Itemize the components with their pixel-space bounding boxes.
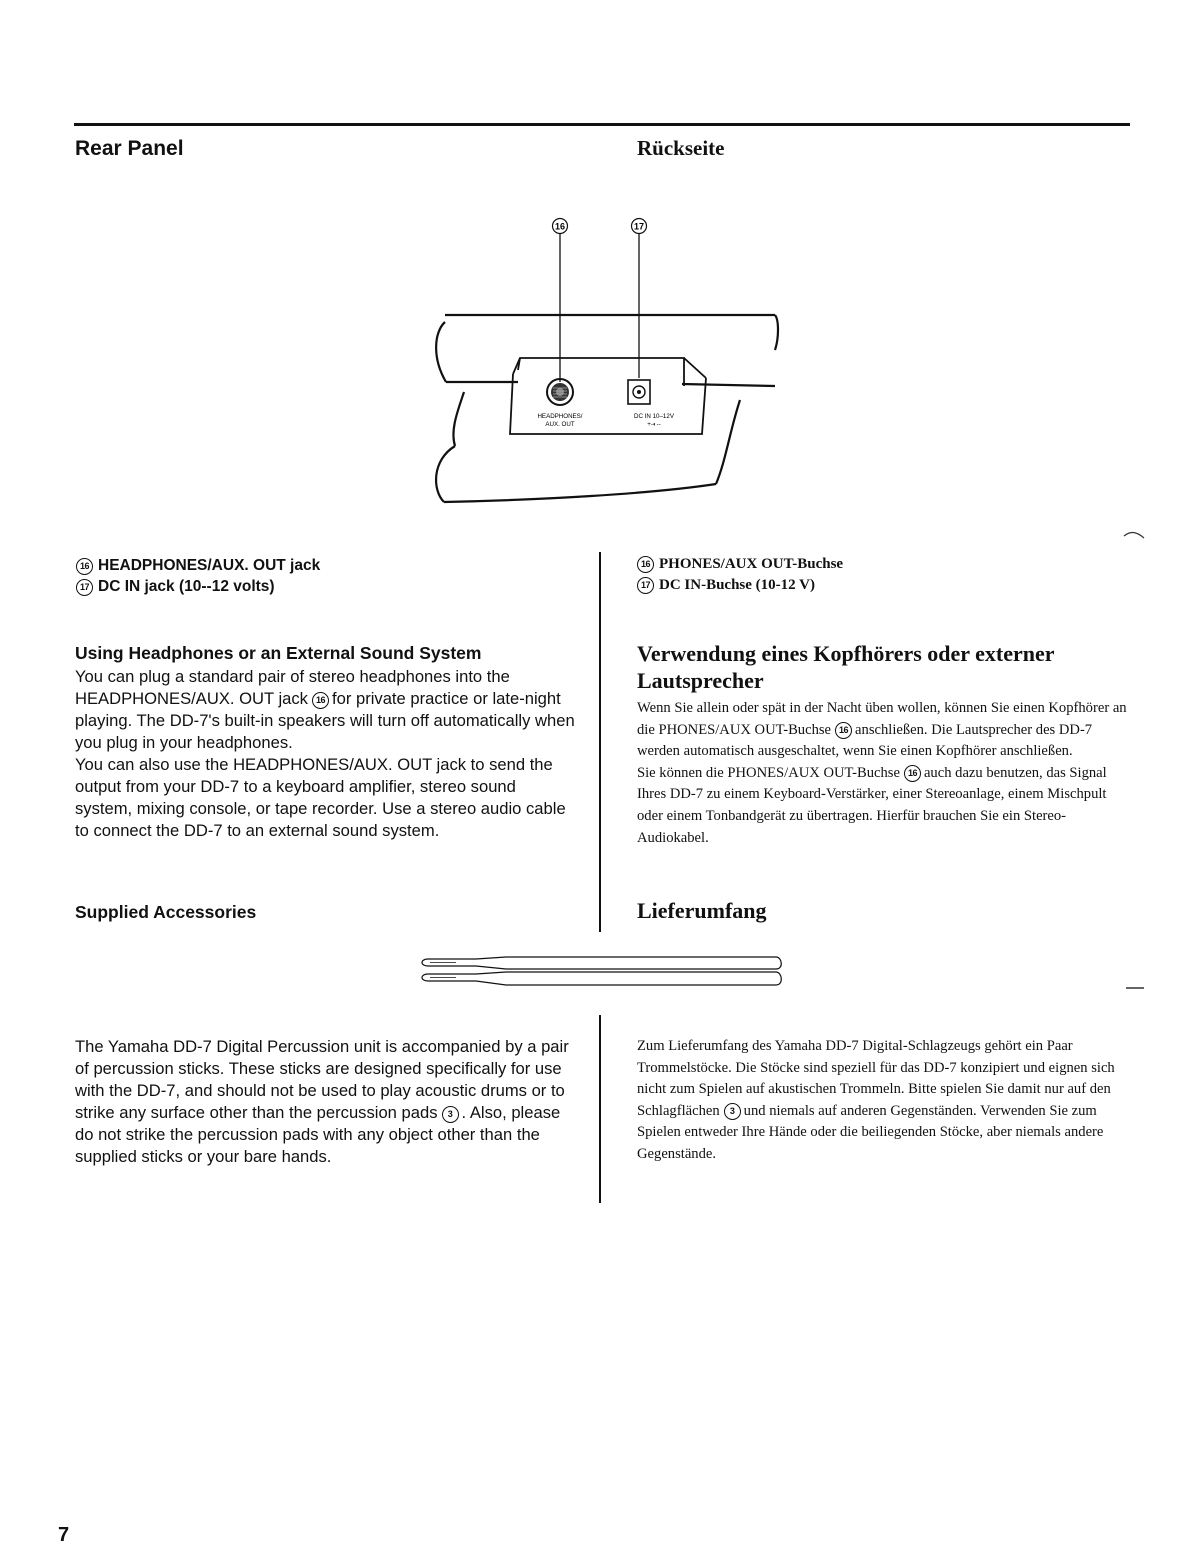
callout-number: 16 bbox=[76, 558, 93, 575]
accessories-paragraph-de: Zum Lieferumfang des Yamaha DD-7 Digital-Schlagzeugs gehört ein Paar Trommelstöcke. Die Stöcke sind speziell für das DD-7 konzipiert und eignen sich nicht zum Spielen auf akustischen Trommeln. Bitte spielen Sie damit nur auf den Schlagflächen 3 und niemals auf anderen Gegenständen. Verwenden Sie zum Spielen entweder Ihre Hände oder die beiliegenden Stöcke, aber niemals andere Gegenstände. bbox=[637, 1038, 1115, 1162]
keyboard-body-outline bbox=[436, 315, 778, 502]
callout-number: 16 bbox=[637, 556, 654, 573]
paragraph: You can plug a standard pair of stereo headphones into the HEADPHONES/AUX. OUT jack 16 for private practice or late-night playing. The DD-7's built-in speakers will turn off automatically when you plug in your headphones. bbox=[75, 667, 575, 752]
svg-text:16: 16 bbox=[554, 221, 566, 232]
callout-17 bbox=[632, 219, 647, 234]
list-item: 17 DC IN-Buchse (10-12 V) bbox=[637, 575, 843, 596]
page-title-de: Rückseite bbox=[637, 136, 725, 160]
accessories-paragraph-en: The Yamaha DD-7 Digital Percussion unit is accompanied by a pair of percussion sticks. These sticks are designed specifically for use with the DD-7, and should not be used to play acoustic drums or to strike any surface other than the percussion pads 3 . Also, please do not strike the percussion pads with any object other than the supplied sticks or your bare hands. bbox=[75, 1037, 569, 1166]
margin-mark-top bbox=[1122, 528, 1148, 542]
label-dc-in: DC IN 10–12V bbox=[634, 413, 674, 420]
callout-number: 3 bbox=[442, 1106, 459, 1123]
section-heading: Using Headphones or an External Sound System bbox=[75, 643, 482, 663]
label-polarity: +-◐-- bbox=[647, 421, 661, 428]
parts-list-en bbox=[76, 555, 320, 597]
accessories-heading-en: Supplied Accessories bbox=[75, 902, 257, 922]
accessories-heading-de: Lieferumfang bbox=[637, 898, 767, 923]
headphones-section-en bbox=[75, 643, 575, 842]
margin-mark-bottom bbox=[1124, 982, 1148, 992]
paragraph: Wenn Sie allein oder spät in der Nacht üben wollen, können Sie einen Kopfhörer an die PHONES/AUX OUT-Buchse 16 anschließen. Die Lautsprecher des DD-7 werden automatisch ausgeschaltet, wenn Sie einen Kopfhörer anschließen. bbox=[637, 700, 1127, 760]
drumstick-upper bbox=[422, 957, 781, 969]
callout-number: 16 bbox=[312, 692, 329, 709]
paragraph: Sie können die PHONES/AUX OUT-Buchse 16 auch dazu benutzen, das Signal Ihres DD-7 zu einem Keyboard-Verstärker, einer Stereoanlage, einem Mischpult oder einem Tonbandgerät zu übertragen. Hierfür brauchen Sie ein Stereo-Audiokabel. bbox=[637, 764, 1107, 846]
list-item: 16 HEADPHONES/AUX. OUT jack bbox=[76, 555, 320, 576]
parts-list-de bbox=[637, 554, 843, 596]
section-heading: Verwendung eines Kopfhörers oder externer Lautsprecher bbox=[637, 641, 1055, 693]
column-divider-upper bbox=[599, 552, 601, 932]
top-rule bbox=[74, 123, 1130, 126]
list-item: 17 DC IN jack (10--12 volts) bbox=[76, 576, 320, 597]
headphones-aux-out-jack bbox=[547, 379, 573, 405]
list-item: 16 PHONES/AUX OUT-Buchse bbox=[637, 554, 843, 575]
jack-panel bbox=[510, 358, 706, 434]
paragraph: You can also use the HEADPHONES/AUX. OUT jack to send the output from your DD-7 to a keyboard amplifier, stereo sound system, mixing console, or tape recorder. Use a stereo audio cable to connect the DD-7 to an external sound system. bbox=[75, 755, 566, 840]
label-headphones: HEADPHONES/ bbox=[537, 413, 583, 420]
label-aux-out: AUX. OUT bbox=[545, 421, 575, 428]
dc-in-jack bbox=[628, 380, 650, 404]
callout-number: 17 bbox=[637, 577, 654, 594]
callout-number: 16 bbox=[904, 765, 921, 782]
drumsticks-illustration bbox=[416, 955, 788, 989]
callout-number: 3 bbox=[724, 1103, 741, 1120]
headphones-section-de bbox=[637, 640, 1127, 849]
drumstick-lower bbox=[422, 972, 781, 985]
page-title-en: Rear Panel bbox=[75, 137, 184, 160]
callout-number: 16 bbox=[835, 722, 852, 739]
svg-text:17: 17 bbox=[633, 221, 645, 232]
callout-16 bbox=[553, 219, 568, 234]
page-number: 7 bbox=[58, 1524, 70, 1546]
rear-panel-diagram bbox=[420, 210, 800, 520]
column-divider-lower bbox=[599, 1015, 601, 1203]
callout-number: 17 bbox=[76, 579, 93, 596]
